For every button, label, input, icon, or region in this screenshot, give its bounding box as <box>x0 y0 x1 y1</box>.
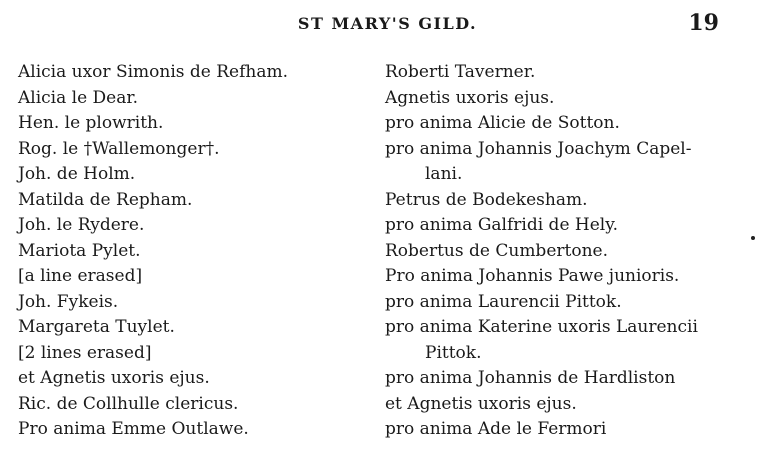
list-item: Agnetis uxoris ejus. <box>385 87 555 108</box>
list-item: Robertus de Cumbertone. <box>385 240 608 261</box>
list-item: pro anima Johannis de Hardliston <box>385 368 676 388</box>
list-item: Pro anima Johannis Pawe junioris. <box>385 266 680 286</box>
right-column <box>385 60 755 443</box>
list-item: et Agnetis uxoris ejus. <box>18 368 210 388</box>
list-item: pro anima Johannis Joachym Capel- <box>385 138 692 159</box>
editorial-note: [2 lines erased] <box>18 342 152 363</box>
list-item: Petrus de Bodekesham. <box>385 189 588 210</box>
ink-speck <box>751 236 755 240</box>
list-item: et Agnetis uxoris ejus. <box>385 393 577 414</box>
list-item: Alicia le Dear. <box>18 87 139 108</box>
list-item: Roberti Taverner. <box>385 62 536 82</box>
list-item: pro anima Laurencii Pittok. <box>385 291 622 312</box>
page-header <box>0 10 775 42</box>
list-item-continuation: Pittok. <box>425 342 482 363</box>
list-item: Pro anima Emme Outlawe. <box>18 419 249 439</box>
list-item: Joh. Fykeis. <box>18 291 119 312</box>
editorial-note: [a line erased] <box>18 266 143 286</box>
running-title: ST MARY'S GILD. <box>297 14 478 33</box>
list-item: Mariota Pylet. <box>18 240 141 261</box>
list-item-continuation: lani. <box>425 164 463 184</box>
list-item: Margareta Tuylet. <box>18 317 175 337</box>
list-item: pro anima Galfridi de Hely. <box>385 215 618 235</box>
list-item: Ric. de Collhulle clericus. <box>18 393 239 414</box>
list-item: Joh. le Rydere. <box>18 215 145 235</box>
list-item: pro anima Alicie de Sotton. <box>385 113 620 133</box>
page-number: 19 <box>688 10 719 36</box>
list-item: pro anima Katerine uxoris Laurencii <box>385 317 698 337</box>
list-item: Hen. le plowrith. <box>18 113 164 133</box>
left-column <box>18 60 368 443</box>
list-item: Rog. le †Wallemonger†. <box>18 138 220 159</box>
list-item: Alicia uxor Simonis de Refham. <box>18 62 289 82</box>
list-item: Matilda de Repham. <box>18 189 193 210</box>
list-item: pro anima Ade le Fermori <box>385 419 607 439</box>
list-item: Joh. de Holm. <box>18 164 136 184</box>
